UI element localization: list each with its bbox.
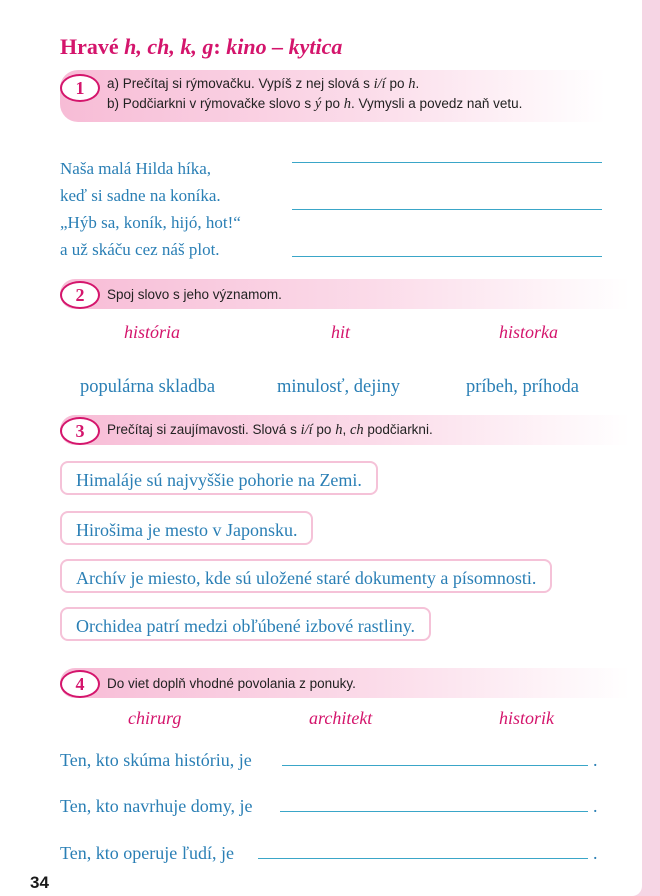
italic-letter: i/í [373, 76, 386, 92]
instruction-text: podčiarkni. [363, 422, 433, 437]
fill-sentence: Ten, kto navrhuje domy, je [60, 796, 253, 816]
instruction-text: po [385, 76, 409, 91]
answer-line[interactable] [292, 209, 602, 210]
match-word[interactable]: historka [499, 322, 559, 342]
profession-option[interactable]: architekt [309, 708, 373, 728]
meaning-word[interactable]: minulosť, dejiny [277, 377, 401, 397]
fill-sentence: Ten, kto skúma históriu, je [60, 750, 252, 770]
instruction-text: Spoj slovo s jeho významom. [107, 287, 282, 302]
poem-line: Naša malá Hilda híka, [60, 159, 212, 178]
answer-line[interactable] [282, 765, 588, 766]
meaning-word[interactable]: príbeh, príhoda [466, 377, 580, 397]
fact-box: Orchidea patrí medzi obľúbené izbové rastliny. [60, 607, 431, 641]
answer-line[interactable] [292, 162, 602, 163]
page-title: Hravé h, ch, k, g: kino – kytica [60, 34, 343, 59]
sentence-period: . [593, 843, 598, 863]
task-2-instruction [107, 287, 282, 302]
italic-letter: h [343, 96, 352, 112]
answer-line[interactable] [292, 256, 602, 257]
poem-line: „Hýb sa, koník, hijó, hot!“ [60, 213, 241, 232]
answer-line[interactable] [258, 858, 588, 859]
sentence-period: . [593, 796, 598, 816]
fact-box: Hirošima je mesto v Japonsku. [60, 511, 313, 545]
task-4-instruction [107, 676, 356, 691]
instruction-text: po [321, 96, 344, 111]
answer-line[interactable] [280, 811, 588, 812]
task-1-number: 1 [60, 74, 100, 102]
sentence-period: . [593, 750, 598, 770]
match-word[interactable]: história [124, 322, 181, 342]
instruction-text: . [415, 76, 420, 91]
task-4-number: 4 [60, 670, 100, 698]
meaning-word[interactable]: populárna skladba [80, 377, 216, 397]
instruction-text: , [342, 422, 350, 437]
italic-letter: h [408, 76, 416, 92]
task-1-instruction-b [107, 96, 522, 113]
instruction-text: b) Podčiarkni v rýmovačke slovo s [107, 96, 315, 111]
italic-letter: i/í [300, 422, 313, 438]
task-3-number: 3 [60, 417, 100, 445]
italic-letter: h [335, 422, 343, 438]
fill-sentence: Ten, kto operuje ľudí, je [60, 843, 235, 863]
match-word[interactable]: hit [331, 322, 351, 342]
italic-letter: ch [349, 422, 364, 438]
profession-option[interactable]: historik [499, 708, 555, 728]
poem-line: a už skáču cez náš plot. [60, 240, 220, 259]
task-2-number: 2 [60, 281, 100, 309]
task-1-instruction-a [107, 76, 419, 93]
fact-box: Archív je miesto, kde sú uložené staré dokumenty a písomnosti. [60, 559, 552, 593]
italic-letter: ý [314, 96, 322, 112]
profession-option[interactable]: chirurg [128, 708, 182, 728]
task-3-instruction [107, 422, 433, 439]
fact-box: Himaláje sú najvyššie pohorie na Zemi. [60, 461, 378, 495]
instruction-text: Do viet doplň vhodné povolania z ponuky. [107, 676, 356, 691]
page-number: 34 [30, 873, 49, 892]
poem-line: keď si sadne na koníka. [60, 186, 221, 205]
instruction-text: . Vymysli a povedz naň vetu. [351, 96, 523, 111]
instruction-text: po [312, 422, 336, 437]
instruction-text: a) Prečítaj si rýmovačku. Vypíš z nej slová s [107, 76, 374, 91]
instruction-text: Prečítaj si zaujímavosti. Slová s [107, 422, 301, 437]
